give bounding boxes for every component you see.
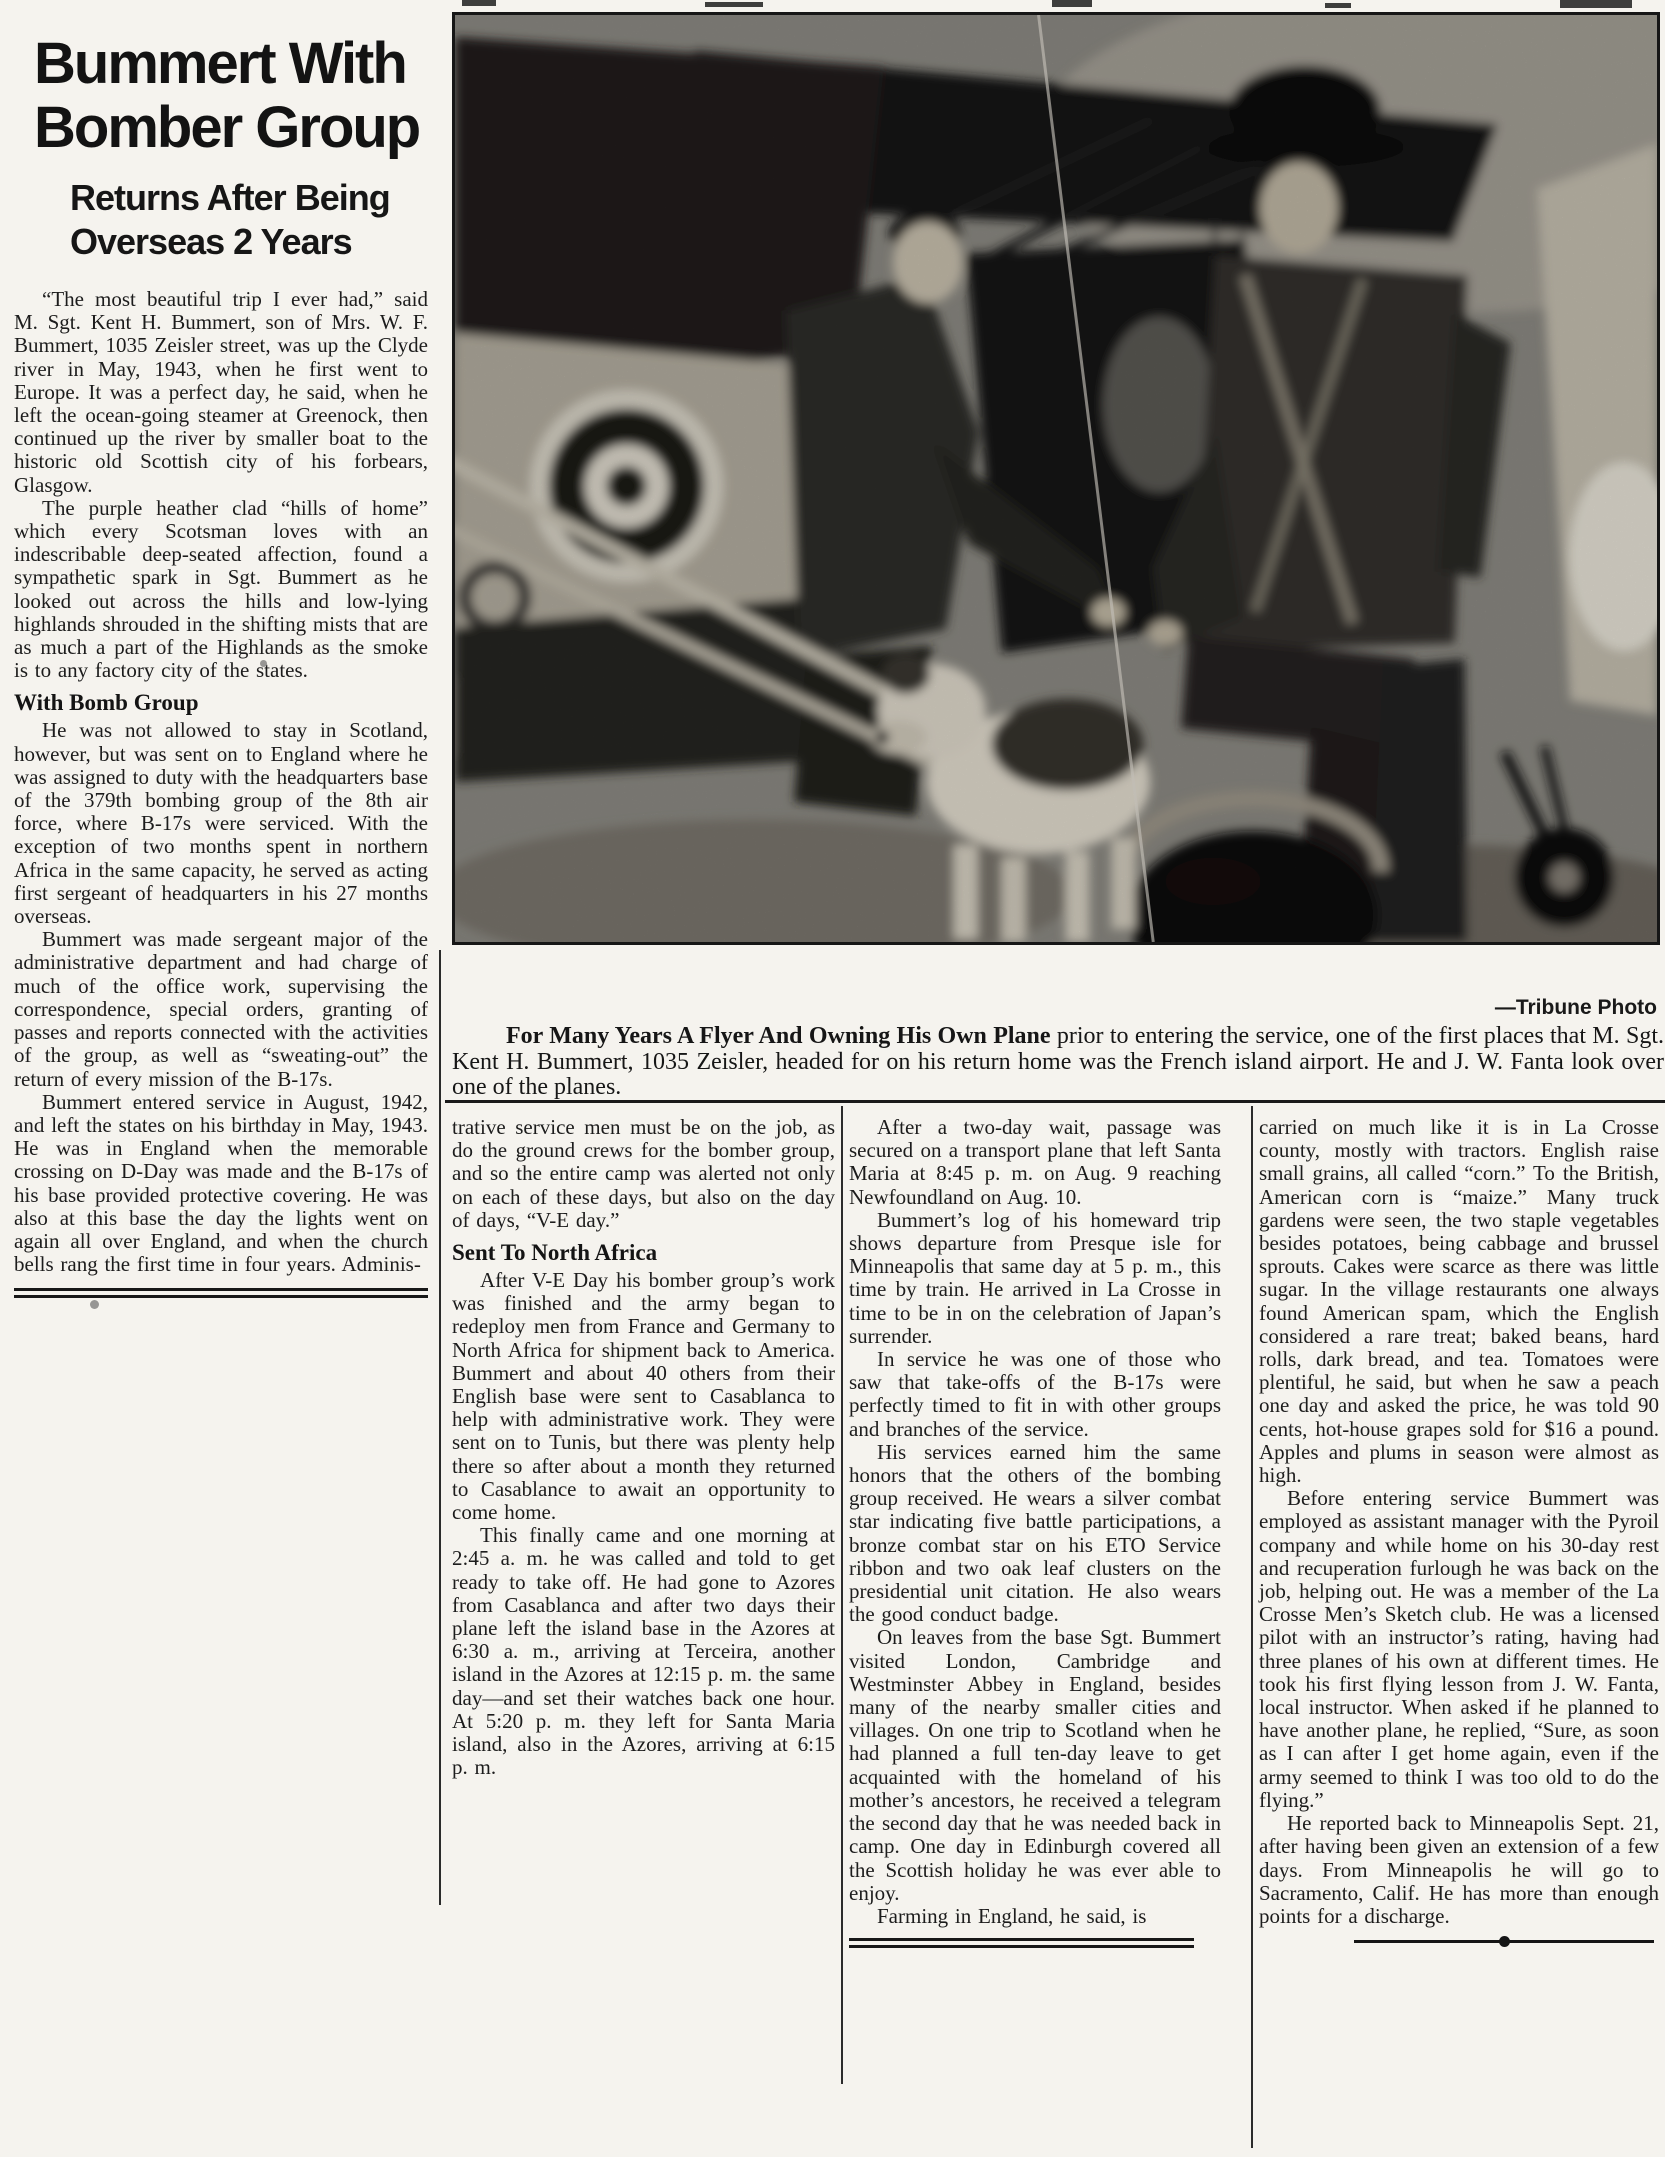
photo-caption xyxy=(452,1024,1664,1101)
column-end-rule xyxy=(849,1938,1194,1948)
caption-lead: For Many Years A Flyer And Owning His Own Plane xyxy=(506,1023,1051,1049)
article-paragraph: In service he was one of those who saw that take-offs of the B-17s were perfectly timed to fit in with other groups and branches of the service. xyxy=(849,1347,1221,1441)
article-paragraph: carried on much like it is in La Crosse county, mostly with tractors. English raise small grains, all called “corn.” To the British, American corn is “maize.” Many truck gardens were seen, the two staple vegetables besides potatoes, being cabbage and brussel sprouts. Cakes were scarce as there was little sugar. In the village restaurants one always found American spam, which the English considered a rare treat; baked beans, hard rolls, dark bread, and tea. Tomatoes were plentiful, he said, but when he saw a peach one day and asked the price, he was told 90 cents, hot-house grapes sold for $16 a pound. Apples and plums in season were almost as high. xyxy=(1259,1115,1659,1488)
column-1 xyxy=(14,18,428,1298)
column-3 xyxy=(849,1116,1221,1948)
subhead-line2: Overseas 2 Years xyxy=(70,221,352,262)
scan-artifact xyxy=(1052,0,1092,7)
article-end-rule xyxy=(1354,1940,1654,1943)
scan-artifact xyxy=(1325,3,1351,8)
article-paragraph: Before entering service Bummert was employed as assistant manager with the Pyroil company and while home on his 30-day rest and recuperation furlough he was back on the job, helping out. He was a member of the La Crosse Men’s Sketch club. He was a licensed pilot with an instructor’s rating, having had three planes of his own at different times. He took his first flying lesson from J. W. Fanta, local instructor. When asked if he planned to have another plane, he replied, “Sure, as soon as I can after I get home again, even if the army seemed to think I was too old to do the flying.” xyxy=(1259,1486,1659,1812)
article-paragraph: The purple heather clad “hills of home” which every Scotsman loves with an indescribable deep-seated affection, found a sympathetic spark in Sgt. Bummert as he looked out across the hills and low-lying highlands shrouded in the shifting mists that are as much a part of the Highlands as the smoke is to any factory city of the states. xyxy=(14,495,428,683)
section-title: Sent To North Africa xyxy=(452,1240,658,1266)
scan-artifact xyxy=(705,2,763,7)
headline-line2: Bomber Group xyxy=(34,95,420,160)
section-title: With Bomb Group xyxy=(14,690,199,716)
article-paragraph: He was not allowed to stay in Scotland, however, but was sent on to England where he was assigned to duty with the headquarters base of the 379th bombing group of the 8th air force, where B-17s were serviced. With the exception of two months spent in northern Africa in the same capacity, he served as acting first sergeant of headquarters in his 27 months overseas. xyxy=(14,718,428,929)
news-photo xyxy=(452,12,1660,945)
article-paragraph: “The most beautiful trip I ever had,” said M. Sgt. Kent H. Bummert, son of Mrs. W. F. Bummert, 1035 Zeisler street, was up the Clyde river in May, 1943, when he first went to Europe. It was a perfect day, he said, when he left the ocean-going steamer at Greenock, then continued up the river by smaller boat to the historic old Scottish city of his forbears, Glasgow. xyxy=(14,287,428,497)
article-paragraph: His services earned him the same honors that the others of the bombing group received. He wears a silver combat star indicating five battle participations, a bronze combat star on his ETO Service ribbon and two oak leaf clusters on the presidential unit citation. He also wears the good conduct badge. xyxy=(849,1439,1221,1627)
article-paragraph: Bummert was made sergeant major of the administrative department and had charge of much of the office work, supervising the correspondence, special orders, granting of passes and reports connected with the activities of the group, as well as “sweating-out” the return of every mission of the B-17s. xyxy=(14,927,428,1091)
photo-illustration xyxy=(455,15,1657,942)
scan-artifact xyxy=(1560,0,1632,8)
headline-line1: Bummert With xyxy=(34,31,406,96)
caption-rule xyxy=(445,1100,1665,1103)
article-paragraph: Bummert’s log of his homeward trip shows departure from Presque isle for Minneapolis that same day at 5 p. m., this time by train. He arrived in La Crosse in time to be in on the celebration of Japan’s surrender. xyxy=(849,1207,1221,1348)
column-4 xyxy=(1259,1116,1659,1943)
column-end-rule xyxy=(14,1288,428,1298)
end-rule-dot xyxy=(1499,1936,1510,1947)
scan-artifact xyxy=(90,1300,99,1309)
article-paragraph: Farming in England, he said, is xyxy=(877,1903,1147,1928)
photo-credit: —Tribune Photo xyxy=(1494,996,1657,1019)
caption-text: prior to entering the service, one of the first places that M. Sgt. Kent H. Bummert, 1035 Zeisler, headed for on his return home was the French island airport. He and J. W. Fanta look over one of the planes. xyxy=(452,1023,1664,1101)
subheadline xyxy=(70,176,428,264)
article-paragraph: This finally came and one morning at 2:45 a. m. he was called and told to get ready to take off. He had gone to Azores from Casablanca and after two days their plane left the island base in the Azores at 6:30 a. m., arriving at Terceira, another island in the Azores at 12:15 p. m. the same day—and set their watches back one hour. At 5:20 p. m. they left for Santa Maria island, also in the Azores, arriving at 6:15 p. m. xyxy=(452,1523,835,1780)
column-divider xyxy=(841,1106,843,2084)
article-paragraph: Bummert entered service in August, 1942, and left the states on his birthday in May, 1943. He was in England when the memorable crossing on D-Day was made and the B-17s of his base provided protective covering. He was also at this base the day the lights went on again all over England, and when the church bells rang the first time in four years. Adminis- xyxy=(14,1089,428,1277)
headline xyxy=(34,32,428,160)
article-paragraph: On leaves from the base Sgt. Bummert visited London, Cambridge and Westminster Abbey in England, besides many of the nearby smaller cities and villages. On one trip to Scotland when he had planned a full ten-day leave to get acquainted with the homeland of his mother’s ancestors, he received a telegram the second day that he was needed back in camp. One day in Edinburgh covered all the Scottish holiday he was ever able to enjoy. xyxy=(849,1625,1221,1905)
article-paragraph: trative service men must be on the job, as do the ground crews for the bomber group, and so the entire camp was alerted not only on each of these days, but also on the day of days, “V-E day.” xyxy=(452,1115,835,1232)
column-2 xyxy=(452,1116,835,1779)
scan-artifact xyxy=(462,0,496,6)
article-paragraph: After V-E Day his bomber group’s work was finished and the army began to redeploy men from France and Germany to North Africa for shipment back to America. Bummert and about 40 others from their English base were sent to Casablanca to help with administrative work. They were sent on to Tunis, but there was plenty help there so after about a month they returned to Casablance to await an opportunity to come home. xyxy=(452,1268,835,1525)
article-paragraph: He reported back to Minneapolis Sept. 21, after having been given an extension of a few days. From Minneapolis he will go to Sacramento, Calif. He has more than enough points for a discharge. xyxy=(1259,1811,1659,1928)
column-divider xyxy=(1251,1106,1253,2148)
column-divider xyxy=(439,950,441,1905)
article-paragraph: After a two-day wait, passage was secured on a transport plane that left Santa Maria at 8:45 p. m. on Aug. 9 reaching Newfoundland on Aug. 10. xyxy=(849,1115,1221,1209)
subhead-line1: Returns After Being xyxy=(70,177,390,218)
